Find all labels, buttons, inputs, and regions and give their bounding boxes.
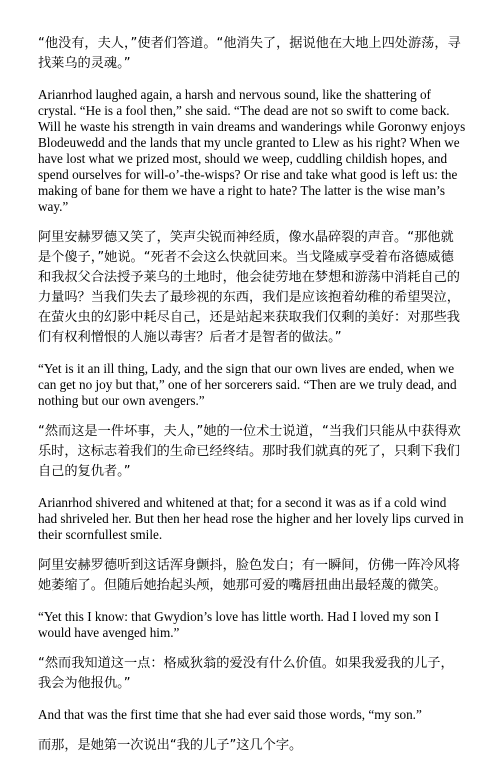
- paragraph-en: “Yet this I know: that Gwydion’s love has little worth. Had I loved my son I would have avenged him.”: [38, 609, 439, 640]
- paragraph-zh: 阿里安赫罗德又笑了，笑声尖锐而神经质，像水晶碎裂的声音。“那他就是个傻子，”她说。“死者不会这么快就回来。当戈隆威享受着布洛德威德和我叔父合法授予莱乌的土地时，他会徒劳地在梦想和游荡中消耗自己的力量吗？当我们失去了最珍视的东西，我们是应该抱着幼稚的希望哭泣，在萤火虫的幻影中耗尽自己，还是站起来获取我们仅剩的美好：对那些我们有权利憎恨的人施以毒害？后者才是智者的做法。”: [38, 230, 460, 345]
- document-page: [38, 34, 466, 769]
- paragraph-en: Arianrhod shivered and whitened at that; for a second it was as if a cold wind had shriveled her. But then her head rose the higher and her lovely lips curved in their scornfullest smile.: [38, 495, 464, 542]
- paragraph-zh: 阿里安赫罗德听到这话浑身颤抖，脸色发白；有一瞬间，仿佛一阵冷风将她萎缩了。但随后她抬起头颅，她那可爱的嘴唇扭曲出最轻蔑的微笑。: [38, 558, 460, 593]
- paragraph-zh: 而那，是她第一次说出“我的儿子”这几个字。: [38, 738, 303, 753]
- paragraph-en: “Yet is it an ill thing, Lady, and the sign that our own lives are ended, when we can get no joy but that,” one of her sorcerers said. “Then are we truly dead, and nothing but our own avengers.”: [38, 361, 457, 408]
- paragraph-en: Arianrhod laughed again, a harsh and nervous sound, like the shattering of crystal. “He is a fool then,” she said. “The dead are not so swift to come back. Will he waste his strength in vain dreams and wanderings while Goronwy enjoys Blodeuwedd and the lands that my uncle granted to Llew as his right? When we have lost what we prized most, should we weep, cuddling childish hopes, and spend ourselves for will-o’-the-wisps? Or rise and take what good is left us: the making of bane for them we have a right to hate? The latter is the wise man’s way.”: [38, 87, 466, 214]
- paragraph-zh: “然而我知道这一点：格威狄翁的爱没有什么价值。如果我爱我的儿子，我会为他报仇。”: [38, 656, 454, 691]
- paragraph-zh: “然而这是一件坏事，夫人，”她的一位术士说道，“当我们只能从中获得欢乐时，这标志着我们的生命已经终结。那时我们就真的死了，只剩下我们自己的复仇者。”: [38, 424, 461, 479]
- paragraph-en: And that was the first time that she had ever said those words, “my son.”: [38, 707, 422, 722]
- paragraph-zh: “他没有，夫人，”使者们答道。“他消失了，据说他在大地上四处游荡，寻找莱乌的灵魂。”: [38, 36, 461, 71]
